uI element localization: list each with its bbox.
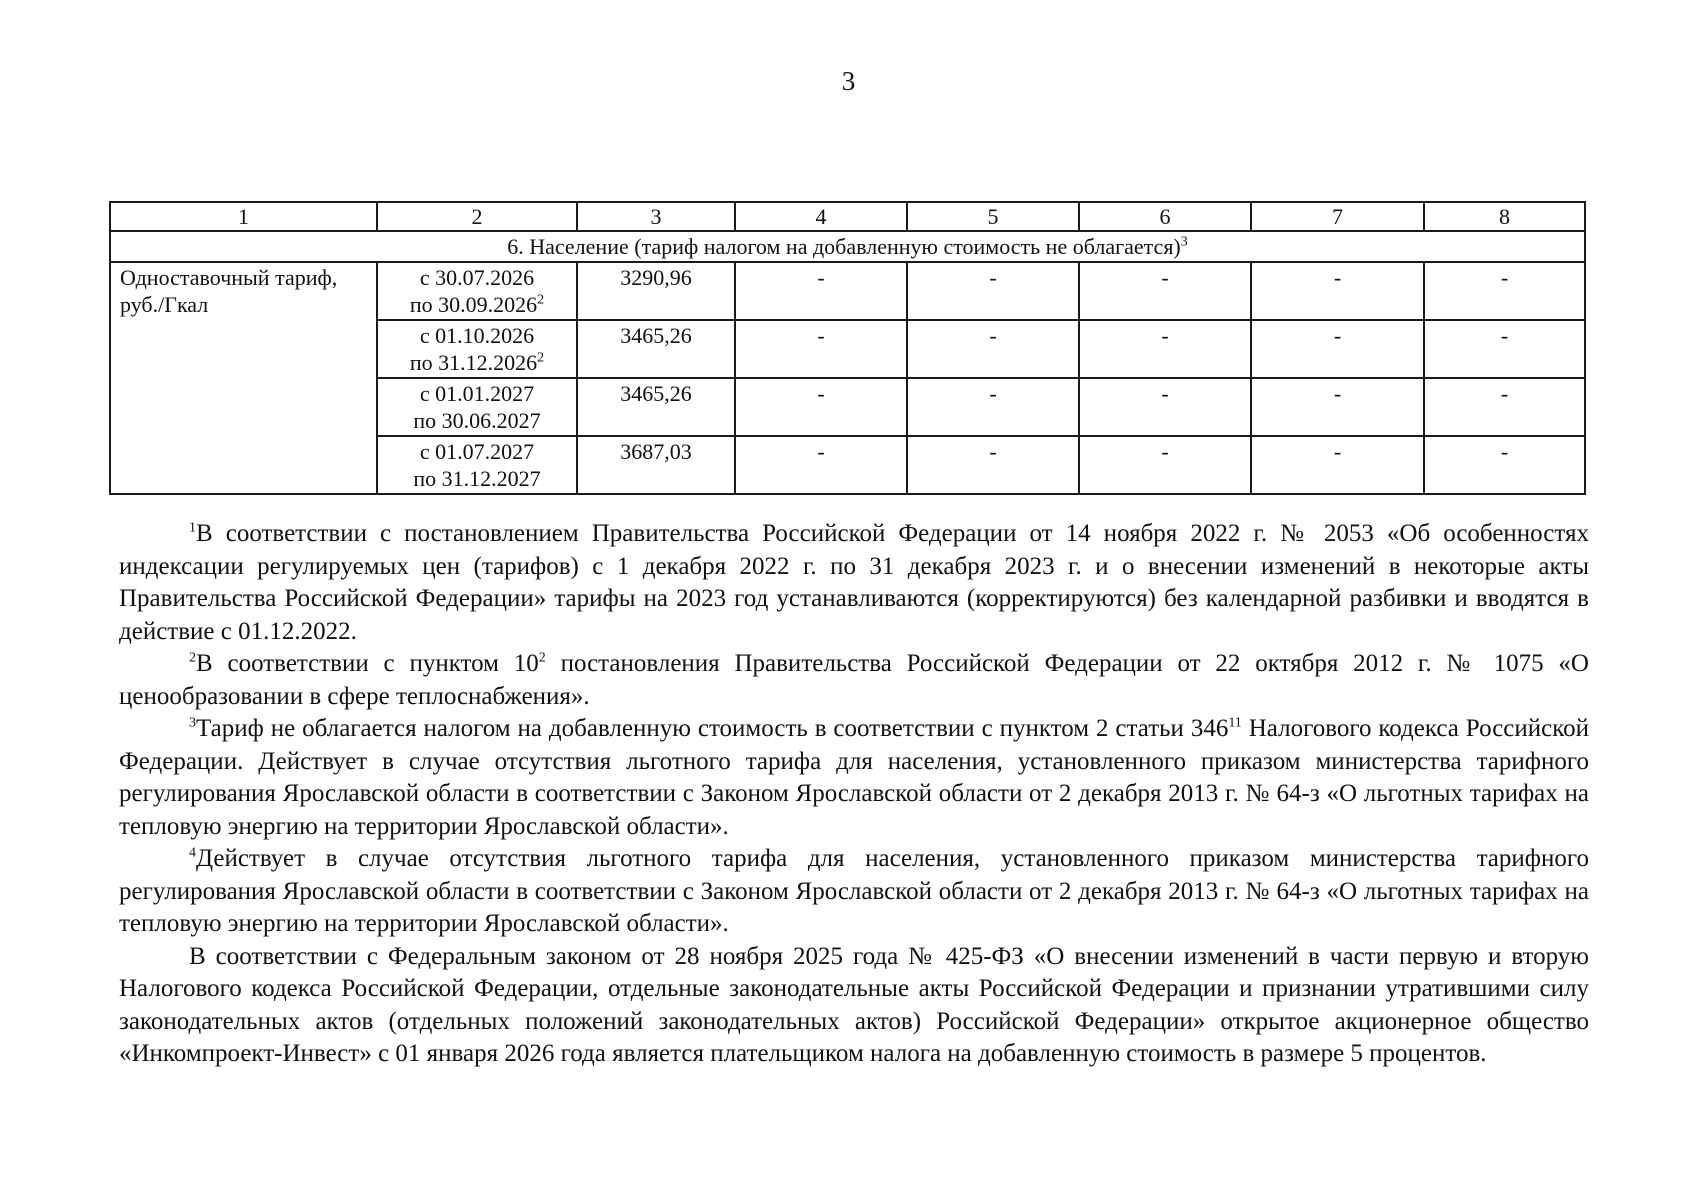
footnote-text-cont: Налогового кодекса Российской Федерации. Действует в случае отсутствия льготного тарифа для населения, установленного приказом министерства тарифного регулирования Ярославской области в соответствии с Законом Ярославской области от 2 декабря 2013 г. № 64-з «О льготных тарифах на тепловую энергию на территории Ярославской области». [119, 715, 1589, 840]
column-number-row [110, 202, 1585, 231]
footnote-mark: 2 [189, 650, 196, 666]
price-cell: 3465,26 [577, 320, 735, 378]
footnotes [119, 518, 1589, 1071]
column-number: 4 [735, 202, 907, 231]
value-cell: - [735, 320, 907, 378]
value-cell: - [1251, 262, 1424, 320]
footnote-text-cont: постановления Правительства Российской Федерации от 22 октября 2012 г. № 1075 «О ценообразовании в сфере теплоснабжения». [119, 650, 1589, 710]
footnote-2 [119, 648, 1589, 713]
period-from: с 01.07.2027 [419, 439, 535, 464]
tariff-table [109, 201, 1586, 495]
column-number: 5 [907, 202, 1079, 231]
period-cell [377, 262, 577, 320]
period-to: по 31.12.2027 [413, 466, 541, 491]
value-cell: - [1079, 436, 1251, 494]
value-cell: - [1251, 378, 1424, 436]
period-from: с 01.01.2027 [419, 381, 535, 406]
value-cell: - [907, 378, 1079, 436]
value-cell: - [1424, 320, 1585, 378]
value-cell: - [1079, 262, 1251, 320]
footnote-mark: 3 [189, 715, 196, 731]
section-title: 6. Население (тариф налогом на добавленную стоимость не облагается) [507, 234, 1181, 259]
period-to: по 30.09.2026 [409, 292, 538, 317]
page-number: 3 [841, 66, 856, 96]
footnote-text: В соответствии с пунктом 10 [196, 650, 539, 677]
footnote-text: Действует в случае отсутствия льготного тарифа для населения, установленного приказом министерства тарифного регулирования Ярославской области в соответствии с Законом Ярославской области от 2 декабря 2013 г. № 64-з «О льготных тарифах на тепловую энергию на территории Ярославской области». [119, 845, 1589, 937]
section-title-cell [110, 231, 1585, 262]
price-cell: 3290,96 [577, 262, 735, 320]
column-number: 2 [377, 202, 577, 231]
value-cell: - [1251, 320, 1424, 378]
footnote-text: Тариф не облагается налогом на добавленную стоимость в соответствии с пунктом 2 статьи 346 [196, 715, 1229, 742]
value-cell: - [907, 436, 1079, 494]
column-number: 8 [1424, 202, 1585, 231]
footnote-3 [119, 713, 1589, 843]
value-cell: - [1424, 262, 1585, 320]
period-cell [377, 378, 577, 436]
value-cell: - [735, 436, 907, 494]
column-number: 7 [1251, 202, 1424, 231]
footnote-mark: 1 [189, 520, 196, 536]
price-cell: 3465,26 [577, 378, 735, 436]
value-cell: - [907, 320, 1079, 378]
column-number: 6 [1079, 202, 1251, 231]
footnote-1 [119, 518, 1589, 648]
period-to: по 31.12.2026 [409, 350, 538, 375]
closing-paragraph: В соответствии с Федеральным законом от 28 ноября 2025 года № 425-ФЗ «О внесении изменений в части первую и вторую Налогового кодекса Российской Федерации, отдельные законодательные акты Российской Федерации и признании утратившими силу законодательных актов (отдельных положений законодательных актов) Российской Федерации» открытое акционерное общество «Инкомпроект-Инвест» с 01 января 2026 года является плательщиком налога на добавленную стоимость в размере 5 процентов. [119, 942, 1589, 1067]
period-cell [377, 436, 577, 494]
period-cell [377, 320, 577, 378]
period-to: по 30.06.2027 [413, 408, 541, 433]
footnote-ref: 2 [537, 350, 545, 366]
footnote-mark: 4 [189, 845, 196, 861]
price-cell: 3687,03 [577, 436, 735, 494]
column-number: 1 [110, 202, 377, 231]
section-title-row [110, 231, 1585, 262]
value-cell: - [735, 378, 907, 436]
value-cell: - [1251, 436, 1424, 494]
footnote-ref: 3 [1180, 234, 1188, 250]
value-cell: - [1079, 378, 1251, 436]
value-cell: - [907, 262, 1079, 320]
value-cell: - [735, 262, 907, 320]
superscript: 11 [1228, 715, 1242, 731]
superscript: 2 [538, 650, 546, 666]
table-row [110, 262, 1585, 320]
tariff-type-cell: Одноставочный тариф, руб./Гкал [110, 262, 377, 494]
footnote-text: В соответствии с постановлением Правительства Российской Федерации от 14 ноября 2022 г. № 2053 «Об особенностях индексации регулируемых цен (тарифов) с 1 декабря 2022 г. по 31 декабря 2023 г. и о внесении изменений в некоторые акты Правительства Российской Федерации» тарифы на 2023 год устанавливаются (корректируются) без календарной разбивки и вводятся в действие с 01.12.2022. [119, 520, 1589, 645]
period-from: с 30.07.2026 [419, 265, 535, 290]
value-cell: - [1424, 436, 1585, 494]
value-cell: - [1079, 320, 1251, 378]
column-number: 3 [577, 202, 735, 231]
period-from: с 01.10.2026 [419, 323, 535, 348]
footnote-4 [119, 843, 1589, 941]
footnote-ref: 2 [537, 292, 545, 308]
value-cell: - [1424, 378, 1585, 436]
